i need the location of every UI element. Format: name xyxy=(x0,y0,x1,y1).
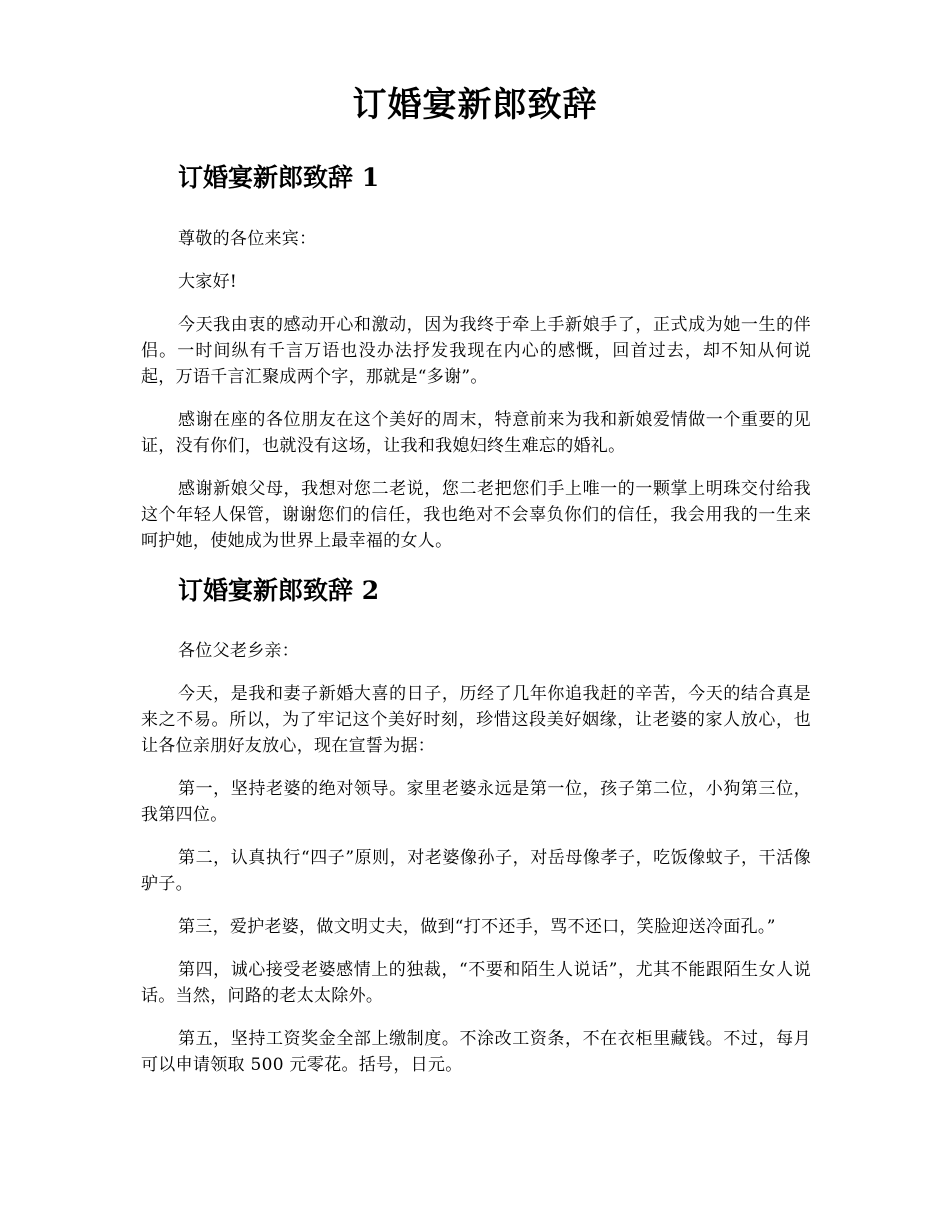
paragraph: 第三，爱护老婆，做文明丈夫，做到“打不还手，骂不还口，笑脸迎送冷面孔。” xyxy=(178,917,776,937)
paragraph-greeting: 各位父老乡亲： xyxy=(178,641,300,661)
paragraph: 今天我由衷的感动开心和激动，因为我终于牵上手新娘手了，正式成为她一生的伴侣。一时间纵有千言万语也没办法抒发我现在内心的感慨，回首过去，却不知从何说起，万语千言汇聚成两个字，那就是“多谢”。 xyxy=(141,315,811,387)
paragraph: 第五，坚持工资奖金全部上缴制度。不涂改工资条，不在衣柜里藏钱。不过，每月可以申请领取 500 元零花。括号，日元。 xyxy=(141,1029,811,1075)
paragraph-greeting: 尊敬的各位来宾： xyxy=(178,229,317,249)
document-body xyxy=(141,158,811,1095)
document-title: 订婚宴新郎致辞 xyxy=(352,85,598,125)
paragraph: 感谢新娘父母，我想对您二老说，您二老把您们手上唯一的一颗掌上明珠交付给我这个年轻人保管，谢谢您们的信任，我也绝对不会辜负你们的信任，我会用我的一生来呵护她，使她成为世界上最幸福的女人。 xyxy=(141,479,811,551)
paragraph: 今天，是我和妻子新婚大喜的日子，历经了几年你追我赶的辛苦，今天的结合真是来之不易。所以，为了牢记这个美好时刻，珍惜这段美好姻缘，让老婆的家人放心，也让各位亲朋好友放心，现在宣誓为据： xyxy=(141,684,811,756)
paragraph: 第二，认真执行“四子”原则，对老婆像孙子，对岳母像孝子，吃饭像蚊子，干活像驴子。 xyxy=(141,848,811,894)
section-heading-2: 订婚宴新郎致辞 2 xyxy=(178,576,380,605)
paragraph: 第一，坚持老婆的绝对领导。家里老婆永远是第一位，孩子第二位，小狗第三位，我第四位。 xyxy=(141,779,811,825)
paragraph: 大家好! xyxy=(178,272,238,292)
section-heading-1: 订婚宴新郎致辞 1 xyxy=(178,163,380,192)
paragraph: 第四，诚心接受老婆感情上的独裁，“不要和陌生人说话”，尤其不能跟陌生女人说话。当然，问路的老太太除外。 xyxy=(141,960,811,1006)
paragraph: 感谢在座的各位朋友在这个美好的周末，特意前来为我和新娘爱情做一个重要的见证，没有你们，也就没有这场，让我和我媳妇终生难忘的婚礼。 xyxy=(141,410,811,456)
